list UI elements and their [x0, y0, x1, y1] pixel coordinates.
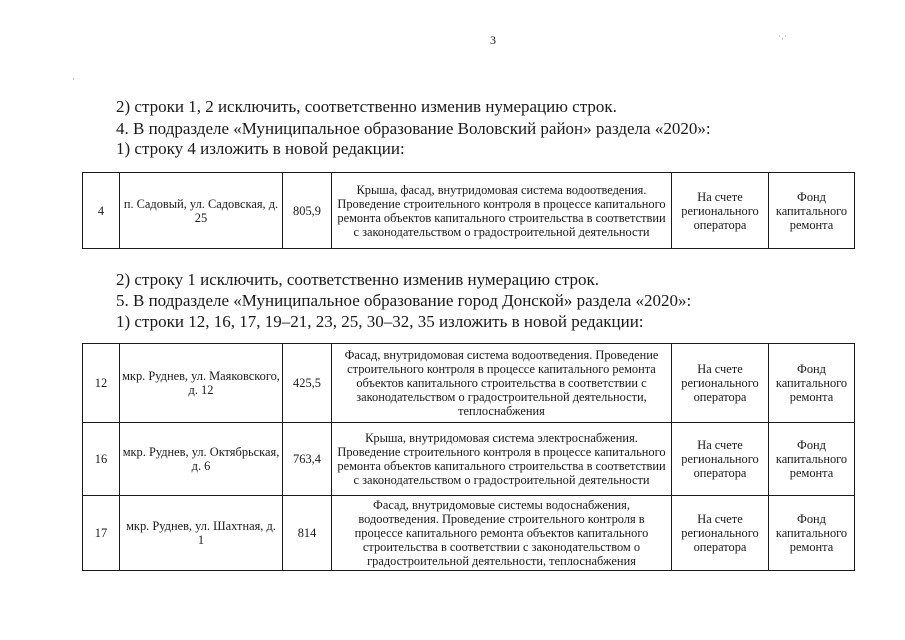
- table-volovsky: [82, 172, 855, 249]
- page-number: 3: [490, 33, 496, 47]
- table-donskoy: [82, 343, 855, 571]
- fund-cell: Фонд капитального ремонта: [769, 496, 855, 571]
- paragraph-exclude-rows: 2) строки 1, 2 исключить, соответственно изменив нумерацию строк.: [116, 97, 617, 116]
- area-cell: 814: [283, 496, 332, 571]
- paragraph-exclude-row1: 2) строку 1 исключить, соответственно изменив нумерацию строк.: [116, 270, 600, 289]
- table-row: [83, 173, 855, 249]
- address-cell: мкр. Руднев, ул. Октябрьская, д. 6: [120, 423, 283, 496]
- row-number: 16: [83, 423, 120, 496]
- scan-speck: ·: [72, 74, 75, 84]
- address-cell: мкр. Руднев, ул. Маяковского, д. 12: [120, 344, 283, 423]
- fund-cell: Фонд капитального ремонта: [769, 344, 855, 423]
- works-cell: Крыша, фасад, внутридомовая система водоотведения. Проведение строительного контроля в процессе капитального ремонта объектов капитального строительства в соответствии с законодательством о градостроительной деятельности: [332, 173, 672, 249]
- fund-cell: Фонд капитального ремонта: [769, 423, 855, 496]
- area-cell: 425,5: [283, 344, 332, 423]
- row-number: 4: [83, 173, 120, 249]
- table-row: [83, 496, 855, 571]
- paragraph-rows-new-edition: 1) строки 12, 16, 17, 19–21, 23, 25, 30–32, 35 изложить в новой редакции:: [116, 312, 644, 331]
- row-number: 12: [83, 344, 120, 423]
- paragraph-donskoy-section: 5. В подразделе «Муниципальное образование город Донской» раздела «2020»:: [116, 291, 692, 310]
- account-cell: На счете регионального оператора: [672, 423, 769, 496]
- works-cell: Фасад, внутридомовые системы водоснабжения, водоотведения. Проведение строительного контроля в процессе капитального ремонта объектов капитального строительства в соответствии с законодательством о градостроительной деятельности, теплоснабжения: [332, 496, 672, 571]
- paragraph-volovsky-section: 4. В подразделе «Муниципальное образование Воловский район» раздела «2020»:: [116, 119, 711, 138]
- account-cell: На счете регионального оператора: [672, 173, 769, 249]
- works-cell: Крыша, внутридомовая система электроснабжения. Проведение строительного контроля в процессе капитального ремонта объектов капитального строительства в соответствии с законодательством о градостроительной деятельности: [332, 423, 672, 496]
- address-cell: п. Садовый, ул. Садовская, д. 25: [120, 173, 283, 249]
- row-number: 17: [83, 496, 120, 571]
- scan-speck: ˙·˙: [778, 34, 787, 44]
- table-row: [83, 344, 855, 423]
- address-cell: мкр. Руднев, ул. Шахтная, д. 1: [120, 496, 283, 571]
- account-cell: На счете регионального оператора: [672, 344, 769, 423]
- table-row: [83, 423, 855, 496]
- account-cell: На счете регионального оператора: [672, 496, 769, 571]
- works-cell: Фасад, внутридомовая система водоотведения. Проведение строительного контроля в процессе капитального ремонта объектов капитального строительства в соответствии с законодательством о градостроительной деятельности, теплоснабжения: [332, 344, 672, 423]
- fund-cell: Фонд капитального ремонта: [769, 173, 855, 249]
- paragraph-row4-new-edition: 1) строку 4 изложить в новой редакции:: [116, 139, 405, 158]
- area-cell: 763,4: [283, 423, 332, 496]
- area-cell: 805,9: [283, 173, 332, 249]
